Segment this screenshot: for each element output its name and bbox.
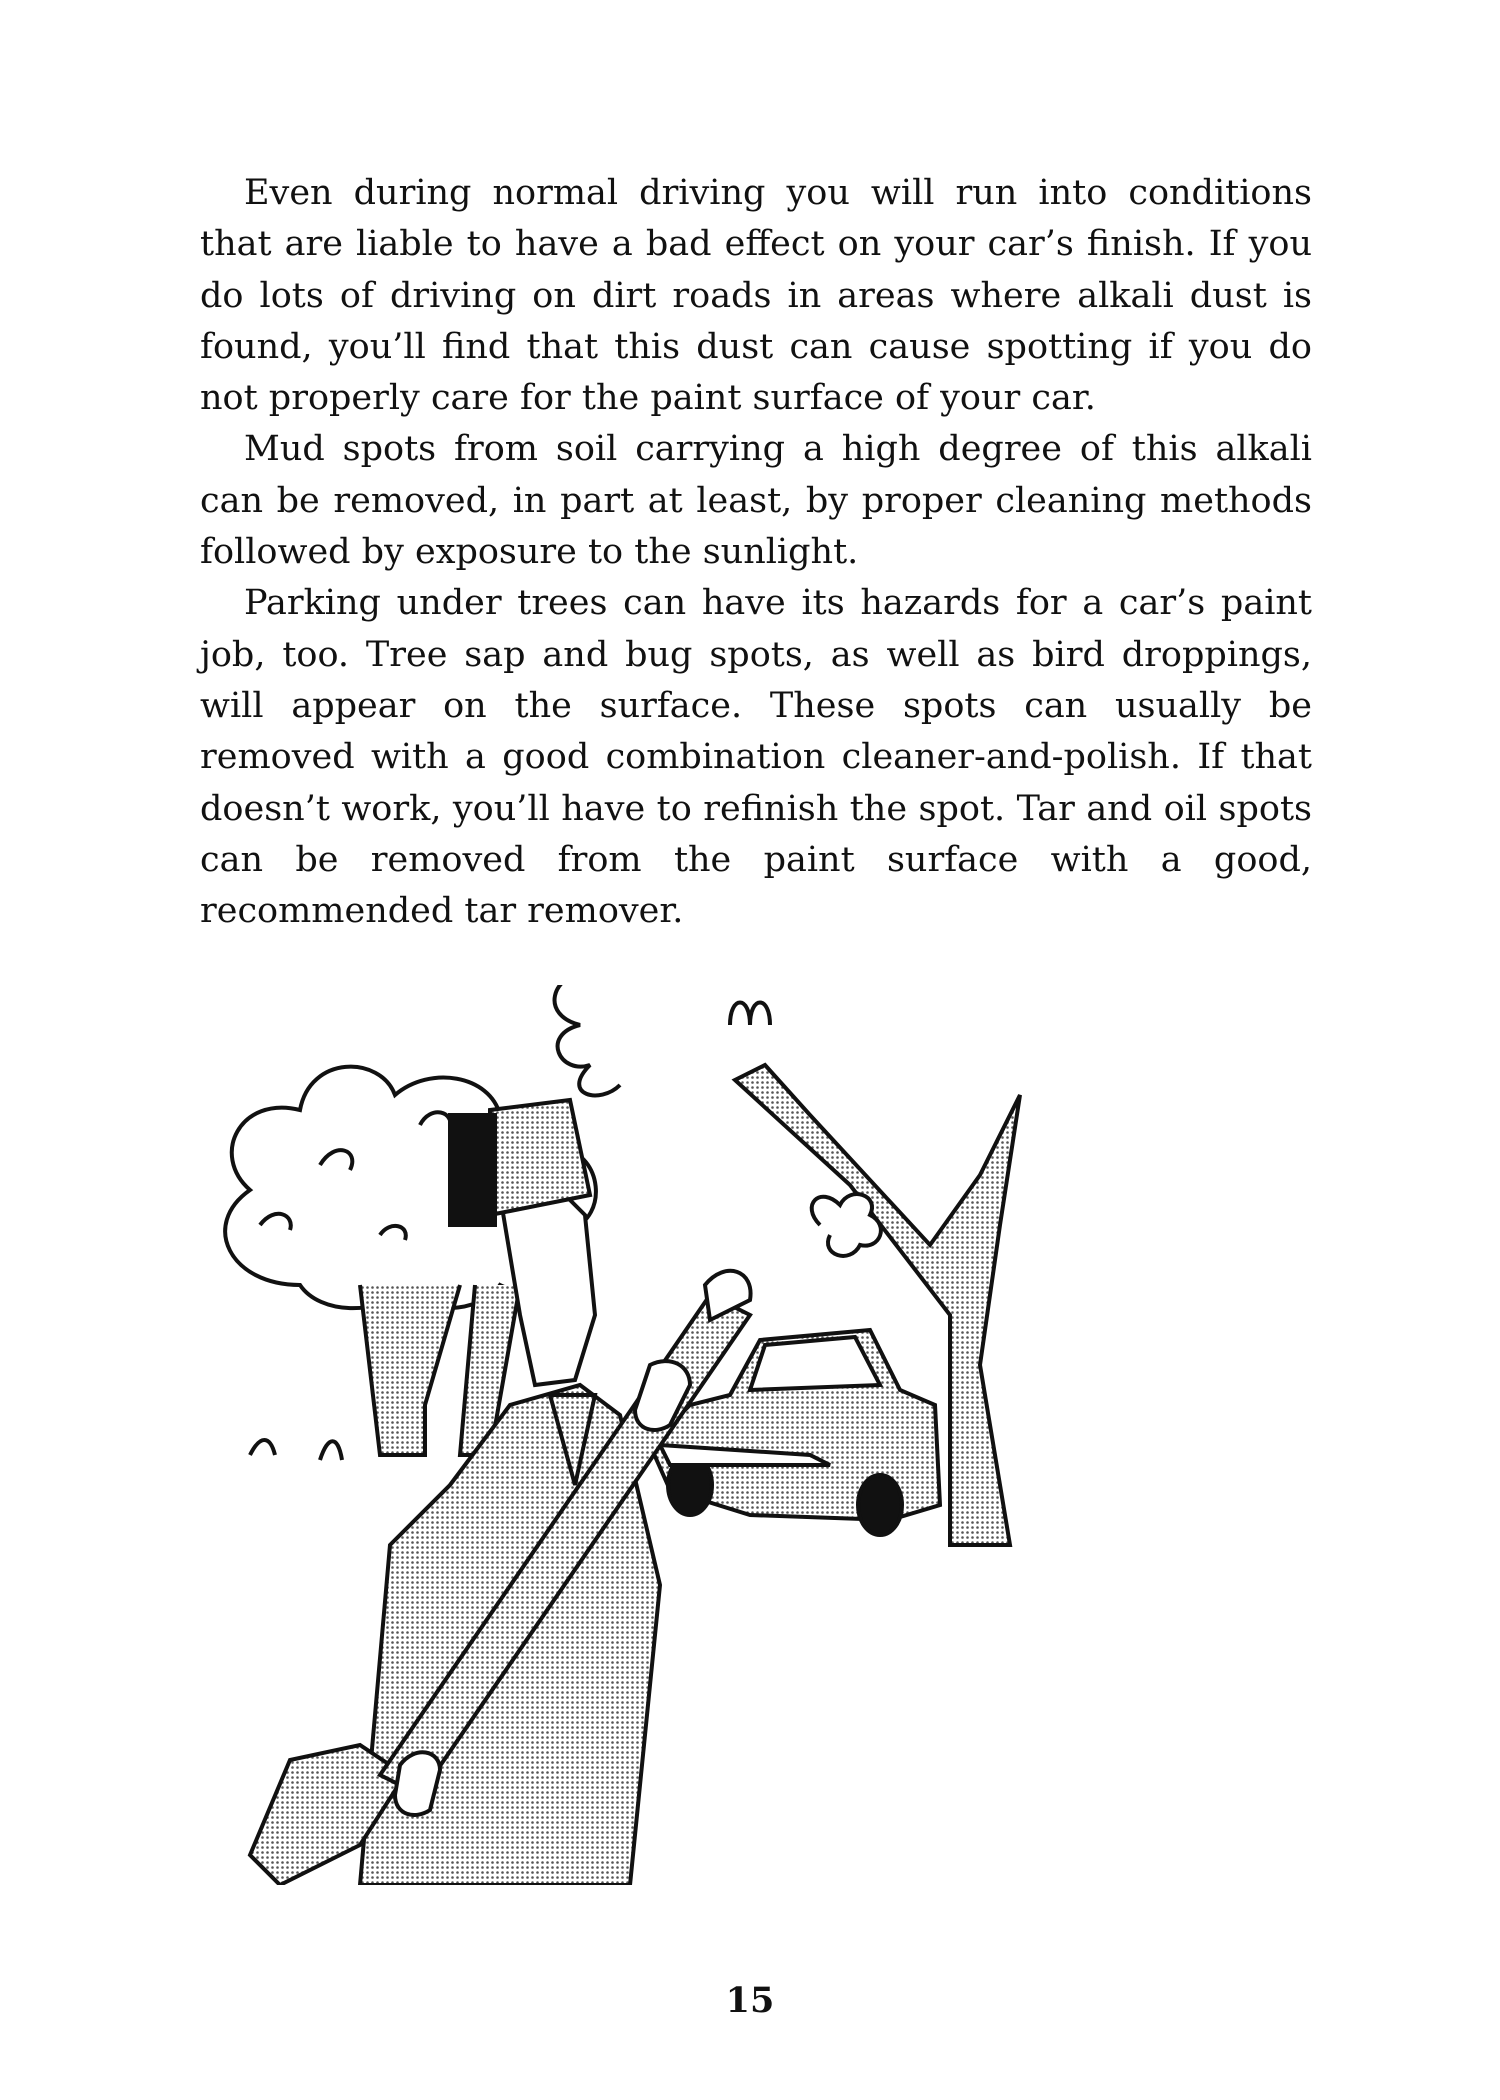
cartoon-illustration [190,985,1310,1885]
page-number: 15 [725,1980,775,2021]
paragraph-mud-spots: Mud spots from soil carrying a high degree of this alkali can be removed, in part at least, by proper cleaning methods followed by exposure to the sunlight. [200,429,1312,573]
paragraph-alkali-dust: Even during normal driving you will run into conditions that are liable to have a bad effect on your car’s finish. If you do lots of driving on dirt roads in areas where alkali dust is found, you’ll find that this dust can cause spotting if you do not properly care for the paint surface of your car. [200,173,1312,419]
body-text [200,168,1312,937]
paragraph-parking-under-trees: Parking under trees can have its hazards for a car’s paint job, too. Tree sap and bug spots, as well as bird droppings, will appear on the surface. These spots can usually be removed with a good combination cleaner-and-polish. If that doesn’t work, you’ll have to refinish the spot. Tar and oil spots can be removed from the paint surface with a good, recommended tar remover. [200,583,1312,932]
